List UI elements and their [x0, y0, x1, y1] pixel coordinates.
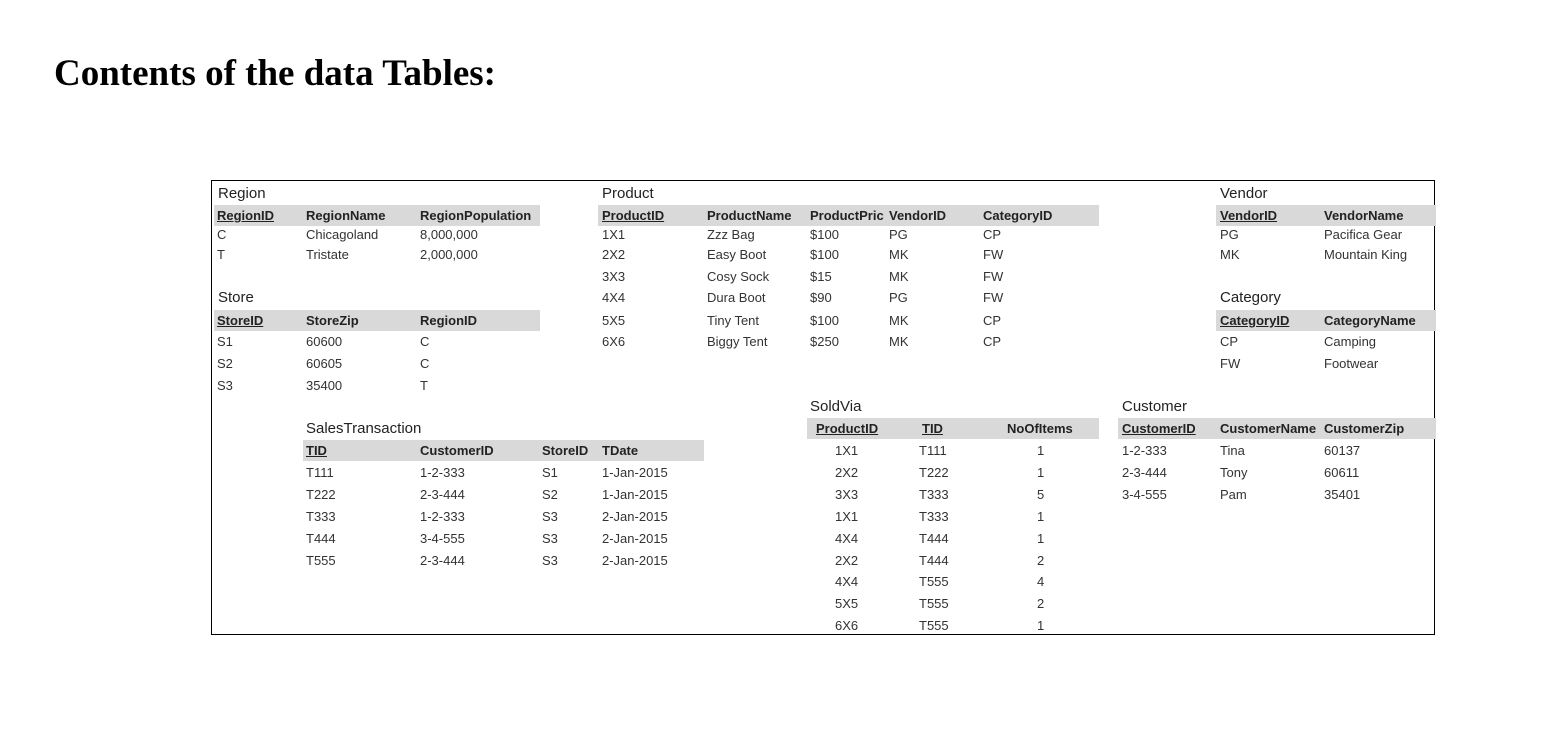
- product-cell: Dura Boot: [707, 290, 766, 305]
- sales-transaction-cell: 3-4-555: [420, 531, 465, 546]
- sales-transaction-cell: S2: [542, 487, 558, 502]
- sold-via-cell: 2: [1037, 553, 1045, 568]
- category-column-header: CategoryName: [1324, 313, 1416, 328]
- sales-transaction-cell: T333: [306, 509, 336, 524]
- product-column-header: ProductName: [707, 208, 792, 223]
- customer-cell: 35401: [1324, 487, 1361, 502]
- region-cell: Chicagoland: [306, 227, 379, 242]
- product-cell: 2X2: [602, 247, 626, 262]
- region-cell: Tristate: [306, 247, 349, 262]
- sales-transaction-cell: 1-Jan-2015: [602, 487, 668, 502]
- store-cell: S1: [217, 334, 233, 349]
- sales-transaction-column-header: TDate: [602, 443, 639, 458]
- category-cell: CP: [1220, 334, 1239, 349]
- product-cell: MK: [889, 247, 909, 262]
- product-cell: Easy Boot: [707, 247, 767, 262]
- store-cell: 60600: [306, 334, 343, 349]
- sales-transaction-cell: 1-Jan-2015: [602, 465, 668, 480]
- product-cell: Zzz Bag: [707, 227, 755, 242]
- sold-via-column-header: TID: [922, 421, 943, 436]
- region-column-header: RegionID: [217, 208, 275, 223]
- product-cell: $250: [810, 334, 839, 349]
- product-cell: MK: [889, 313, 909, 328]
- sales-transaction-cell: 1-2-333: [420, 509, 465, 524]
- region-column-header: RegionPopulation: [420, 208, 532, 223]
- product-cell: CP: [983, 227, 1002, 242]
- product-cell: PG: [889, 290, 908, 305]
- sold-via-column-header: NoOfItems: [1007, 421, 1073, 436]
- sold-via-cell: T222: [919, 465, 949, 480]
- sales-transaction-cell: T555: [306, 553, 336, 568]
- vendor-cell: MK: [1220, 247, 1240, 262]
- customer-column-header: CustomerZip: [1324, 421, 1405, 436]
- region-cell: 2,000,000: [420, 247, 478, 262]
- page-title: Contents of the data Tables:: [54, 53, 496, 94]
- region-cell: 8,000,000: [420, 227, 478, 242]
- product-cell: 6X6: [602, 334, 626, 349]
- product-cell: $100: [810, 247, 839, 262]
- sold-via-cell: 1: [1037, 443, 1045, 458]
- product-cell: MK: [889, 334, 909, 349]
- customer-cell: 2-3-444: [1122, 465, 1167, 480]
- data-tables-figure: [211, 180, 1435, 635]
- store-table-title: Store: [218, 289, 254, 306]
- product-cell: CP: [983, 313, 1002, 328]
- region-cell: C: [217, 227, 227, 242]
- sales-transaction-cell: T222: [306, 487, 336, 502]
- customer-column-header: CustomerID: [1122, 421, 1196, 436]
- store-cell: S2: [217, 356, 233, 371]
- customer-cell: 1-2-333: [1122, 443, 1167, 458]
- product-cell: 4X4: [602, 290, 626, 305]
- vendor-column-header: VendorName: [1324, 208, 1404, 223]
- sales-transaction-column-header: TID: [306, 443, 327, 458]
- product-table-title: Product: [602, 185, 654, 202]
- sold-via-cell: T111: [919, 443, 947, 458]
- sales-transaction-cell: T111: [306, 465, 334, 480]
- store-cell: S3: [217, 378, 233, 393]
- product-cell: $90: [810, 290, 832, 305]
- product-cell: Tiny Tent: [707, 313, 760, 328]
- region-table-title: Region: [218, 185, 266, 202]
- sales-transaction-cell: S3: [542, 509, 558, 524]
- sold-via-cell: 1: [1037, 531, 1045, 546]
- category-cell: Footwear: [1324, 356, 1379, 371]
- sales-transaction-cell: 2-3-444: [420, 487, 465, 502]
- vendor-table-title: Vendor: [1220, 185, 1268, 202]
- vendor-cell: Mountain King: [1324, 247, 1408, 262]
- sold-via-cell: 1: [1037, 618, 1045, 633]
- sales-transaction-cell: 2-Jan-2015: [602, 531, 668, 546]
- category-table-title: Category: [1220, 289, 1281, 306]
- sold-via-cell: 1: [1037, 465, 1045, 480]
- product-cell: $15: [810, 269, 832, 284]
- sales-transaction-table-title: SalesTransaction: [306, 420, 422, 437]
- customer-cell: 3-4-555: [1122, 487, 1167, 502]
- vendor-column-header: VendorID: [1220, 208, 1278, 223]
- store-column-header: StoreID: [217, 313, 264, 328]
- vendor-cell: PG: [1220, 227, 1239, 242]
- product-column-header: ProductPric: [810, 208, 884, 223]
- sold-via-cell: T555: [919, 574, 949, 589]
- product-cell: 5X5: [602, 313, 626, 328]
- customer-cell: Tina: [1220, 443, 1245, 458]
- category-cell: Camping: [1324, 334, 1377, 349]
- product-cell: CP: [983, 334, 1002, 349]
- sold-via-cell: 6X6: [835, 618, 859, 633]
- store-cell: 60605: [306, 356, 343, 371]
- store-cell: 35400: [306, 378, 343, 393]
- sold-via-cell: 2X2: [835, 465, 859, 480]
- sales-transaction-cell: 2-3-444: [420, 553, 465, 568]
- sold-via-cell: 5X5: [835, 596, 859, 611]
- sold-via-cell: 1: [1037, 509, 1045, 524]
- sold-via-cell: 2: [1037, 596, 1045, 611]
- sales-transaction-cell: S3: [542, 553, 558, 568]
- product-cell: $100: [810, 313, 839, 328]
- region-column-header: RegionName: [306, 208, 386, 223]
- customer-cell: Tony: [1220, 465, 1248, 480]
- product-cell: PG: [889, 227, 908, 242]
- product-column-header: ProductID: [602, 208, 665, 223]
- sold-via-cell: T444: [919, 531, 949, 546]
- sales-transaction-header-band: [303, 440, 704, 461]
- sold-via-cell: 2X2: [835, 553, 859, 568]
- sales-transaction-cell: 2-Jan-2015: [602, 553, 668, 568]
- sales-transaction-cell: 1-2-333: [420, 465, 465, 480]
- region-cell: T: [217, 247, 225, 262]
- sales-transaction-cell: S3: [542, 531, 558, 546]
- category-cell: FW: [1220, 356, 1241, 371]
- vendor-cell: Pacifica Gear: [1324, 227, 1403, 242]
- category-column-header: CategoryID: [1220, 313, 1290, 328]
- customer-cell: 60137: [1324, 443, 1361, 458]
- store-column-header: RegionID: [420, 313, 478, 328]
- product-cell: $100: [810, 227, 839, 242]
- sold-via-column-header: ProductID: [816, 421, 879, 436]
- sold-via-cell: T333: [919, 509, 949, 524]
- sales-transaction-cell: 2-Jan-2015: [602, 509, 668, 524]
- customer-cell: Pam: [1220, 487, 1247, 502]
- product-cell: Cosy Sock: [707, 269, 770, 284]
- product-cell: FW: [983, 269, 1004, 284]
- sold-via-cell: 4X4: [835, 531, 859, 546]
- sold-via-cell: 1X1: [835, 509, 859, 524]
- product-cell: FW: [983, 290, 1004, 305]
- sales-transaction-cell: S1: [542, 465, 558, 480]
- sales-transaction-column-header: StoreID: [542, 443, 589, 458]
- sold-via-cell: 3X3: [835, 487, 859, 502]
- sold-via-cell: 1X1: [835, 443, 859, 458]
- product-column-header: VendorID: [889, 208, 947, 223]
- product-cell: FW: [983, 247, 1004, 262]
- customer-table-title: Customer: [1122, 398, 1188, 415]
- store-column-header: StoreZip: [306, 313, 359, 328]
- sold-via-cell: T333: [919, 487, 949, 502]
- sold-via-cell: T555: [919, 596, 949, 611]
- sold-via-cell: T444: [919, 553, 949, 568]
- product-cell: 3X3: [602, 269, 626, 284]
- sold-via-cell: 4X4: [835, 574, 859, 589]
- product-cell: MK: [889, 269, 909, 284]
- store-cell: C: [420, 356, 430, 371]
- store-cell: T: [420, 378, 428, 393]
- sold-via-cell: T555: [919, 618, 949, 633]
- customer-cell: 60611: [1324, 465, 1360, 480]
- sold-via-cell: 4: [1037, 574, 1045, 589]
- product-cell: 1X1: [602, 227, 626, 242]
- customer-column-header: CustomerName: [1220, 421, 1317, 436]
- sold-via-cell: 5: [1037, 487, 1045, 502]
- sold-via-table-title: SoldVia: [810, 398, 862, 415]
- store-cell: C: [420, 334, 430, 349]
- sales-transaction-cell: T444: [306, 531, 336, 546]
- product-column-header: CategoryID: [983, 208, 1053, 223]
- product-cell: Biggy Tent: [707, 334, 768, 349]
- sales-transaction-column-header: CustomerID: [420, 443, 494, 458]
